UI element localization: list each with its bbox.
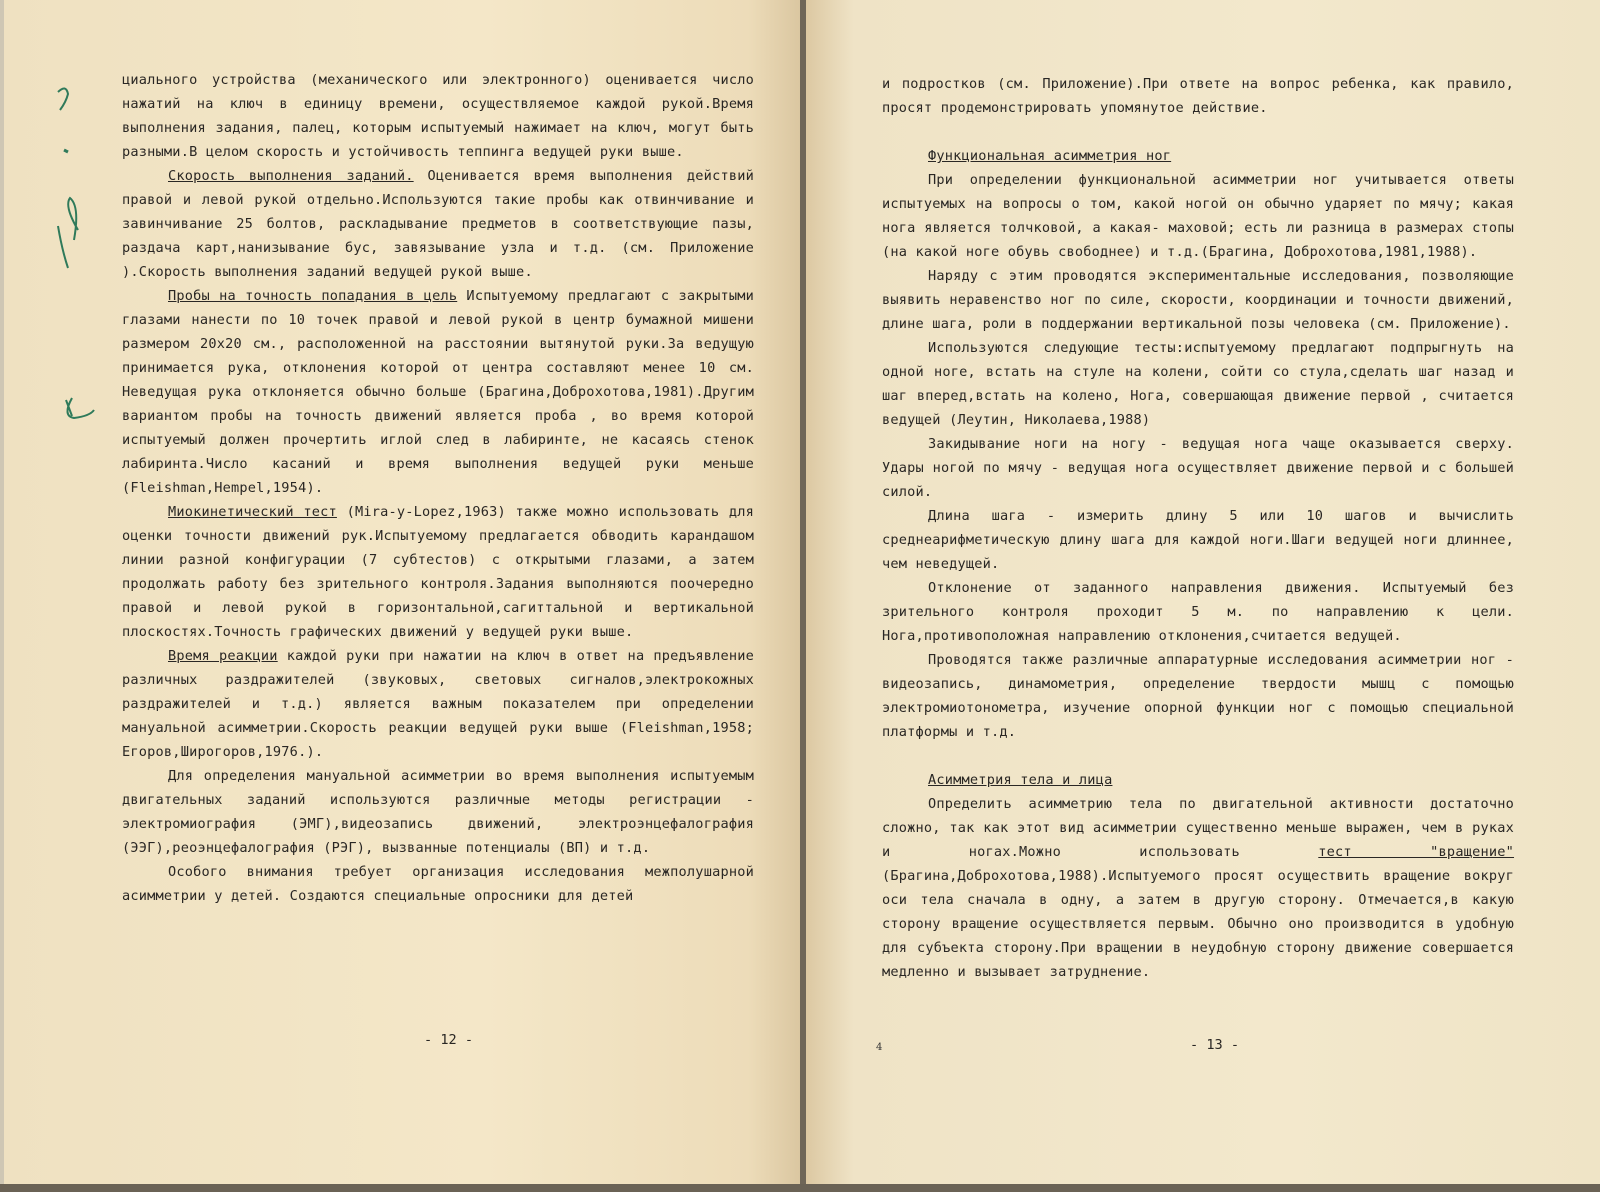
paragraph-text: Отклонение от заданного направления движения. Испытуемый без зрительного контроля проходит 5 м. по направлению к цели. Нога,противоположная направлению отклонения,считается ведущей. — [882, 580, 1514, 644]
blank-line — [882, 744, 1514, 768]
paragraph-text: Проводятся также различные аппаратурные исследования асимметрии ног - видеозапись, динамометрия, определение твердости мышц с помощью электромиотонометра, изучение опорной функции ног с помощью специальной платформы и т.д. — [882, 652, 1514, 740]
paragraph-text: Закидывание ноги на ногу - ведущая нога чаще оказывается сверху. Удары ногой по мячу - ведущая нога осуществляет движение первой и с большей силой. — [882, 436, 1514, 500]
paragraph-text: Оценивается время выполнения действий правой и левой рукой отдельно.Используются такие пробы как отвинчивание и завинчивание 25 болтов, раскладывание предметов в соответствующие пазы, раздача карт,нанизывание бус, завязывание узла и т.д. (см. Приложение ).Скорость выполнения заданий ведущей рукой выше. — [122, 168, 754, 280]
paragraph — [882, 72, 1514, 120]
underlined-heading: Асимметрия тела и лица — [928, 772, 1113, 788]
paragraph — [882, 336, 1514, 432]
page-number-right: - 13 - — [1190, 1037, 1240, 1053]
paragraph-text: Испытуемому предлагают с закрытыми глазами нанести по 10 точек правой и левой рукой в центр бумажной мишени размером 20х20 см., расположенной на расстоянии вытянутой руки.За ведущую принимается рука, отклонения которой от центра составляют менее 10 см. Неведущая рука отклоняется обычно больше (Брагина,Доброхотова,1981).Другим вариантом пробы на точность движений является проба , во время которой испытуемый должен прочертить иглой след в лабиринте, не касаясь стенок лабиринта.Число касаний и время выполнения ведущей руки меньше (Fleishman,Hempel,1954). — [122, 288, 754, 496]
paragraph-text: При определении функциональной асимметрии ног учитывается ответы испытуемых на вопросы о том, какой ногой он обычно ударяет по мячу; какая нога является толчковой, а какая- маховой; есть ли разница в размерах стопы (на какой ноге обувь свободнее) и т.д.(Брагина, Доброхотова,1981,1988). — [882, 172, 1514, 260]
left-page-text — [122, 68, 754, 908]
paragraph — [122, 284, 754, 500]
underlined-heading: Время реакции — [168, 648, 278, 664]
paragraph-text: (Брагина,Доброхотова,1988).Испытуемого просят осуществить вращение вокруг оси тела сначала в одну, а затем в другую сторону. Отмечается,в какую сторону вращение осуществляется первым. Обычно оно производится в удобную для субъекта сторону.При вращении в неудобную сторону движение совершается медленно и вызывает затруднение. — [882, 868, 1514, 980]
paragraph — [122, 68, 754, 164]
paragraph — [882, 168, 1514, 264]
paragraph — [882, 768, 1514, 792]
page-number-left: - 12 - — [424, 1032, 474, 1048]
paragraph — [122, 764, 754, 860]
underlined-heading: Функциональная асимметрия ног — [928, 148, 1172, 164]
handwritten-pen-marks — [44, 80, 104, 440]
paragraph — [122, 164, 754, 284]
underlined-heading: Пробы на точность попадания в цель — [168, 288, 458, 304]
corner-mark: 4 — [876, 1042, 883, 1053]
paragraph — [882, 504, 1514, 576]
right-page — [806, 0, 1600, 1192]
paragraph — [122, 644, 754, 764]
paragraph-text: циального устройства (механического или электронного) оценивается число нажатий на ключ в единицу времени, осуществляемое каждой рукой.Время выполнения задания, палец, которым испытуемый нажимает на ключ, могут быть разными.В целом скорость и устойчивость теппинга ведущей руки выше. — [122, 72, 754, 160]
paragraph — [882, 144, 1514, 168]
paragraph-text: Определить асимметрию тела по двигательной активности достаточно сложно, так как этот вид асимметрии существенно меньше выражен, чем в руках и ногах.Можно использовать — [882, 796, 1514, 860]
paragraph-text: Длина шага - измерить длину 5 или 10 шагов и вычислить среднеарифметическую длину шага для каждой ноги.Шаги ведущей ноги длиннее, чем неведущей. — [882, 508, 1514, 572]
paragraph-text: Используются следующие тесты:испытуемому предлагают подпрыгнуть на одной ноге, встать на стуле на колени, сойти со стула,сделать шаг назад и шаг вперед,встать на колено, Нога, совершающая движение первой , считается ведущей (Леутин, Николаева,1988) — [882, 340, 1514, 428]
scan-edge — [0, 1184, 1600, 1192]
paragraph — [882, 792, 1514, 984]
paragraph-text: Наряду с этим проводятся экспериментальные исследования, позволяющие выявить неравенство ног по силе, скорости, координации и точности движений, длине шага, роли в поддержании вертикальной позы человека (см. Приложение). — [882, 268, 1514, 332]
left-page — [4, 0, 804, 1192]
paragraph — [882, 576, 1514, 648]
underlined-heading: Скорость выполнения заданий. — [168, 168, 414, 184]
paragraph-text: и подростков (см. Приложение).При ответе на вопрос ребенка, как правило, просят продемонстрировать упомянутое действие. — [882, 76, 1514, 116]
right-page-text — [882, 72, 1514, 984]
paragraph-text: Особого внимания требует организация исследования межполушарной асимметрии у детей. Создаются специальные опросники для детей — [122, 864, 754, 904]
paragraph — [882, 432, 1514, 504]
paragraph — [882, 648, 1514, 744]
paragraph — [122, 860, 754, 908]
paragraph-text: каждой руки при нажатии на ключ в ответ на предъявление различных раздражителей (звуковых, световых сигналов,электрокожных раздражителей и т.д.) является важным показателем при определении мануальной асимметрии.Скорость реакции ведущей руки выше (Fleishman,1958; Егоров,Широгоров,1976.). — [122, 648, 755, 760]
underlined-heading: Миокинетический тест — [168, 504, 337, 520]
blank-line — [882, 120, 1514, 144]
underlined-heading: тест "вращение" — [1318, 844, 1515, 860]
paragraph-text: Для определения мануальной асимметрии во время выполнения испытуемым двигательных заданий используются различные методы регистрации - электромиография (ЭМГ),видеозапись движений, электроэнцефалография (ЭЭГ),реоэнцефалография (РЭГ), вызванные потенциалы (ВП) и т.д. — [122, 768, 754, 856]
paragraph — [882, 264, 1514, 336]
paragraph-text: (Mira-y-Lopez,1963) также можно использовать для оценки точности движений рук.Испытуемому предлагается обводить карандашом линии разной конфигурации (7 субтестов) с открытыми глазами, а затем продолжать работу без зрительного контроля.Задания выполняются поочередно правой и левой рукой в горизонтальной,сагиттальной и вертикальной плоскостях.Точность графических движений у ведущей руки выше. — [122, 504, 754, 640]
paragraph — [122, 500, 754, 644]
